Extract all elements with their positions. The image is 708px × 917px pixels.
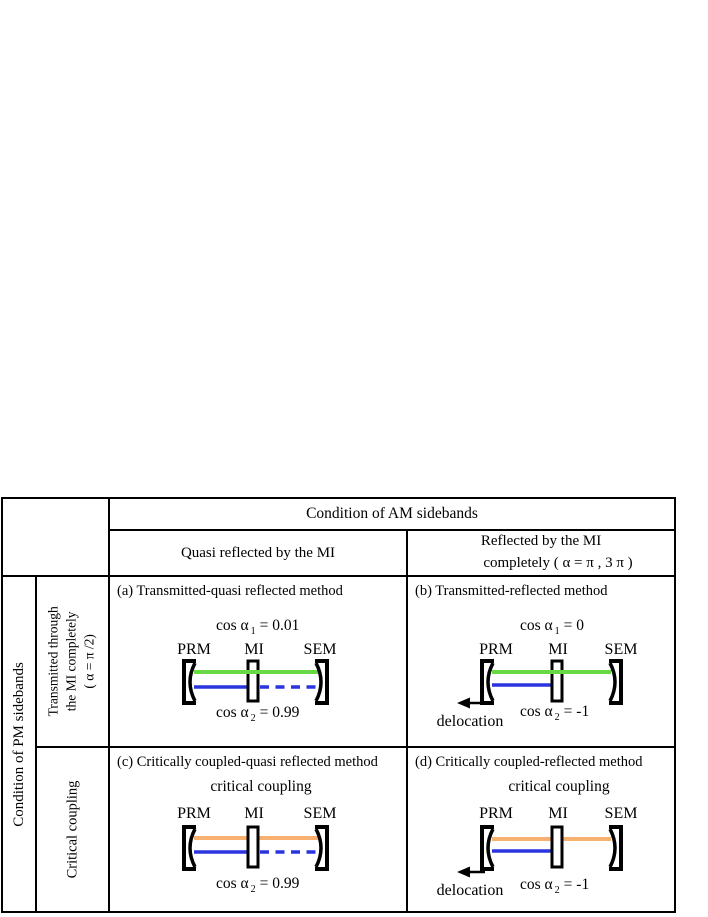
cos-alpha2-value: cos α $_2$ = -1: [520, 703, 590, 723]
column-header-reflected-completely: [408, 531, 674, 575]
cell-d-diagram: [408, 748, 674, 911]
cell-d-title: (d) Critically coupled-reflected method: [415, 754, 643, 770]
prm-mirror: [482, 827, 494, 869]
cell-d-critically-coupled-reflected: [408, 748, 674, 911]
sem-label: SEM: [604, 805, 638, 822]
sem-label: SEM: [303, 641, 337, 658]
mi-beamsplitter: [248, 827, 258, 867]
delocation-label: delocation: [436, 713, 504, 730]
mi-beamsplitter: [552, 827, 562, 867]
row-header-critical-coupling: [37, 748, 108, 911]
prm-mirror: [184, 827, 196, 869]
cell-a-transmitted-quasi-reflected: [110, 577, 406, 746]
row-header-transmitted-through-mi: [37, 577, 108, 746]
transmitted-label-line3: ( α = π /2): [82, 634, 98, 689]
prm-mirror: [482, 661, 494, 703]
sem-mirror: [609, 661, 621, 703]
cos-alpha1-value: cos α $_1$ = 0: [520, 617, 585, 637]
prm-label: PRM: [479, 641, 513, 658]
pm-sidebands-header-label: Condition of PM sidebands: [10, 661, 27, 827]
transmitted-label-line1: Transmitted through: [46, 606, 62, 717]
quasi-reflected-label: Quasi reflected by the MI: [180, 544, 336, 561]
prm-label: PRM: [177, 805, 211, 822]
sem-mirror: [315, 661, 327, 703]
critical-coupling-label: critical coupling: [210, 778, 312, 795]
transmitted-label-line2: the MI completely: [64, 611, 80, 712]
sem-mirror: [609, 827, 621, 869]
critical-coupling-label: critical coupling: [508, 778, 610, 795]
cos-alpha2-value: cos α $_2$ = 0.99: [216, 704, 300, 724]
mi-label: MI: [548, 805, 568, 822]
cell-b-transmitted-reflected: [408, 577, 674, 746]
mi-beamsplitter: [248, 661, 258, 701]
sem-label: SEM: [604, 641, 638, 658]
cell-a-title: (a) Transmitted-quasi reflected method: [117, 583, 343, 599]
cell-a-diagram: [110, 577, 406, 746]
cell-c-title: (c) Critically coupled-quasi reflected method: [117, 754, 378, 770]
prm-label: PRM: [177, 641, 211, 658]
am-sidebands-header-label: Condition of AM sidebands: [306, 505, 478, 522]
cell-b-title: (b) Transmitted-reflected method: [415, 583, 608, 599]
mi-beamsplitter: [552, 661, 562, 701]
sem-mirror: [315, 827, 327, 869]
delocation-label: delocation: [436, 882, 504, 899]
cell-c-critically-coupled-quasi-reflected: [110, 748, 406, 911]
cell-b-diagram: [408, 577, 674, 746]
reflected-label-line1: Reflected by the MI: [480, 533, 602, 550]
reflected-label-line2: completely ( α = π , 3 π ): [483, 555, 633, 571]
mi-label: MI: [548, 641, 568, 658]
mi-label: MI: [244, 641, 264, 658]
sem-label: SEM: [303, 805, 337, 822]
prm-label: PRM: [479, 805, 513, 822]
cos-alpha2-value: cos α $_2$ = 0.99: [216, 875, 300, 895]
prm-mirror: [184, 661, 196, 703]
table-corner-blank: [3, 499, 108, 575]
am-sidebands-header: [110, 499, 674, 529]
column-header-quasi-reflected: [110, 531, 406, 575]
cos-alpha1-value: cos α $_1$ = 0.01: [216, 617, 300, 637]
pm-sidebands-header: [3, 577, 35, 911]
cos-alpha2-value: cos α $_2$ = -1: [520, 876, 590, 896]
sidebands-condition-table: [1, 497, 676, 913]
critical-coupling-row-label: Critical coupling: [64, 780, 81, 879]
cell-c-diagram: [110, 748, 406, 911]
mi-label: MI: [244, 805, 264, 822]
